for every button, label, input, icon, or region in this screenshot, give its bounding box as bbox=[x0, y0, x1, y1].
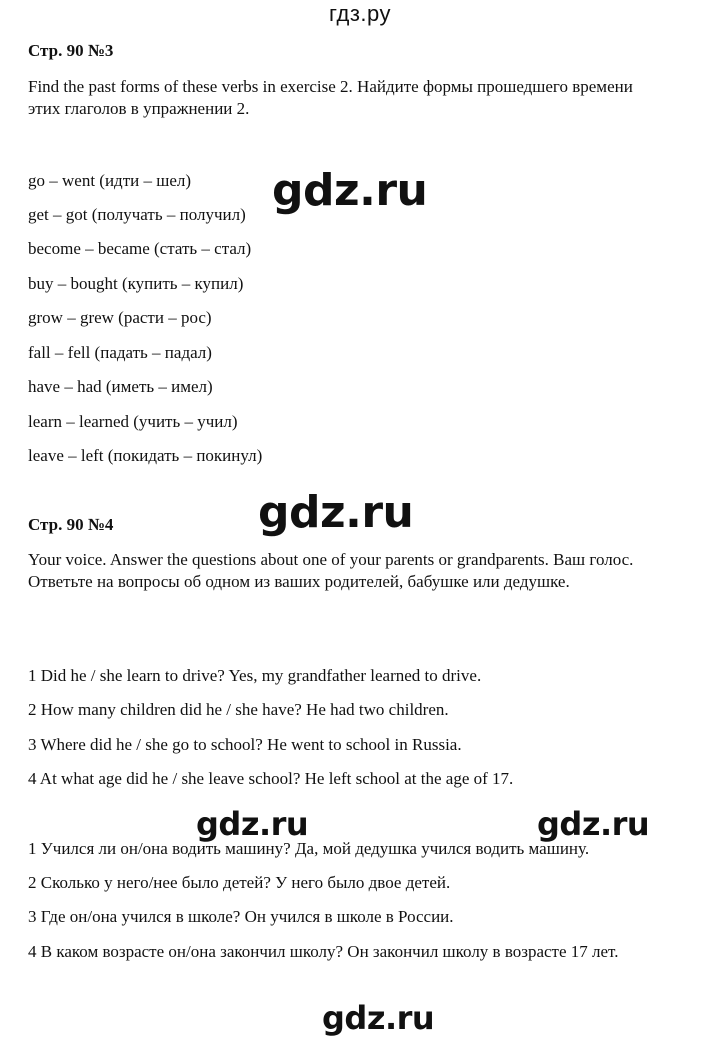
watermark: gdz.ru bbox=[196, 805, 309, 843]
site-header: гдз.ру bbox=[328, 1, 392, 26]
verb-line: have – had (иметь – имел) bbox=[28, 377, 213, 396]
section-3-heading: Стр. 90 №3 bbox=[28, 41, 114, 60]
answer-en-line: 1 Did he / she learn to drive? Yes, my grandfather learned to drive. bbox=[28, 666, 482, 685]
section-4-heading: Стр. 90 №4 bbox=[28, 515, 114, 534]
section-4-instruction: Your voice. Answer the questions about one of your parents or grandparents. Ваш голос. Ответьте на вопросы об одном из ваших родителей, бабушке или дедушке. bbox=[28, 550, 634, 591]
section-3-instruction: Find the past forms of these verbs in exercise 2. Найдите формы прошедшего времени этих глаголов в упражнении 2. bbox=[28, 77, 633, 118]
verb-line: grow – grew (расти – рос) bbox=[28, 308, 212, 327]
verb-line: become – became (стать – стал) bbox=[28, 239, 252, 258]
answer-ru-line: 3 Где он/она учился в школе? Он учился в школе в России. bbox=[28, 907, 454, 926]
answer-ru-line: 1 Учился ли он/она водить машину? Да, мой дедушка учился водить машину. bbox=[28, 839, 590, 858]
answer-ru-line: 2 Сколько у него/нее было детей? У него было двое детей. bbox=[28, 873, 451, 892]
watermark: gdz.ru bbox=[322, 999, 435, 1037]
watermark: gdz.ru bbox=[258, 487, 414, 538]
verb-line: go – went (идти – шел) bbox=[28, 171, 192, 190]
watermark: gdz.ru bbox=[272, 165, 428, 216]
verb-line: fall – fell (падать – падал) bbox=[28, 343, 212, 362]
verb-line: buy – bought (купить – купил) bbox=[28, 274, 244, 293]
watermark: gdz.ru bbox=[537, 805, 650, 843]
answer-en-line: 4 At what age did he / she leave school? He left school at the age of 17. bbox=[28, 769, 514, 788]
answer-ru-line: 4 В каком возрасте он/она закончил школу? Он закончил школу в возрасте 17 лет. bbox=[28, 942, 619, 961]
answer-en-line: 2 How many children did he / she have? He had two children. bbox=[28, 700, 449, 719]
verb-line: get – got (получать – получил) bbox=[28, 205, 246, 224]
answer-en-line: 3 Where did he / she go to school? He went to school in Russia. bbox=[28, 735, 462, 754]
verb-line: learn – learned (учить – учил) bbox=[28, 412, 238, 431]
verb-line: leave – left (покидать – покинул) bbox=[28, 446, 263, 465]
